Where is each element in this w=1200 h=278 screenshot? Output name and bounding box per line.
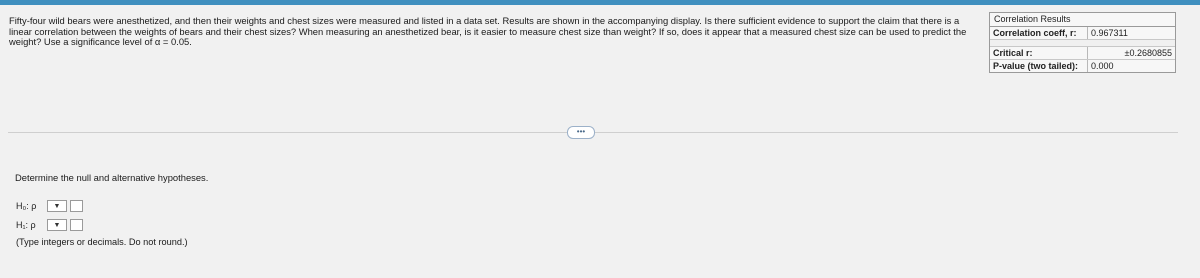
results-value: ±0.2680855 (1124, 48, 1172, 58)
alternative-hypothesis-value-input[interactable] (70, 219, 83, 231)
results-row-pvalue (990, 60, 1175, 72)
results-row-critical (990, 47, 1175, 60)
results-row-coeff (990, 27, 1175, 40)
results-value: 0.967311 (1091, 28, 1128, 38)
results-label: Critical r: (990, 47, 1088, 59)
null-hypothesis-value-input[interactable] (70, 200, 83, 212)
hypotheses-prompt: Determine the null and alternative hypotheses. (15, 172, 209, 183)
results-title: Correlation Results (990, 13, 1175, 27)
results-label: P-value (two tailed): (990, 60, 1088, 72)
correlation-results-table (989, 12, 1176, 73)
answer-format-hint: (Type integers or decimals. Do not round.) (16, 237, 188, 247)
alternative-hypothesis-symbol: H₁: ρ (16, 220, 36, 230)
results-spacer (990, 40, 1175, 47)
results-value: 0.000 (1091, 61, 1114, 71)
null-hypothesis-operator-select[interactable] (47, 200, 67, 212)
null-hypothesis-symbol: H₀: ρ (16, 201, 37, 211)
chevron-down-icon: ▼ (53, 202, 61, 210)
chevron-down-icon: ▼ (53, 221, 61, 229)
null-hypothesis-row (16, 199, 83, 213)
more-options-button[interactable]: ••• (567, 126, 595, 139)
alternative-hypothesis-operator-select[interactable] (47, 219, 67, 231)
question-text: Fifty-four wild bears were anesthetized, and then their weights and chest sizes were measured and listed in a data set. Results are shown in the accompanying display. Is there sufficient evidence to support the claim that there is a linear correlation between the weights of bears and their chest sizes? When measuring an anesthetized bear, is it easier to measure chest size than weight? If so, does it appear that a measured chest size can be used to predict the weight? Use a significance level of α = 0.05. (9, 15, 967, 48)
results-label: Correlation coeff, r: (990, 27, 1088, 39)
top-accent-bar (0, 0, 1200, 5)
alternative-hypothesis-row (16, 218, 83, 232)
